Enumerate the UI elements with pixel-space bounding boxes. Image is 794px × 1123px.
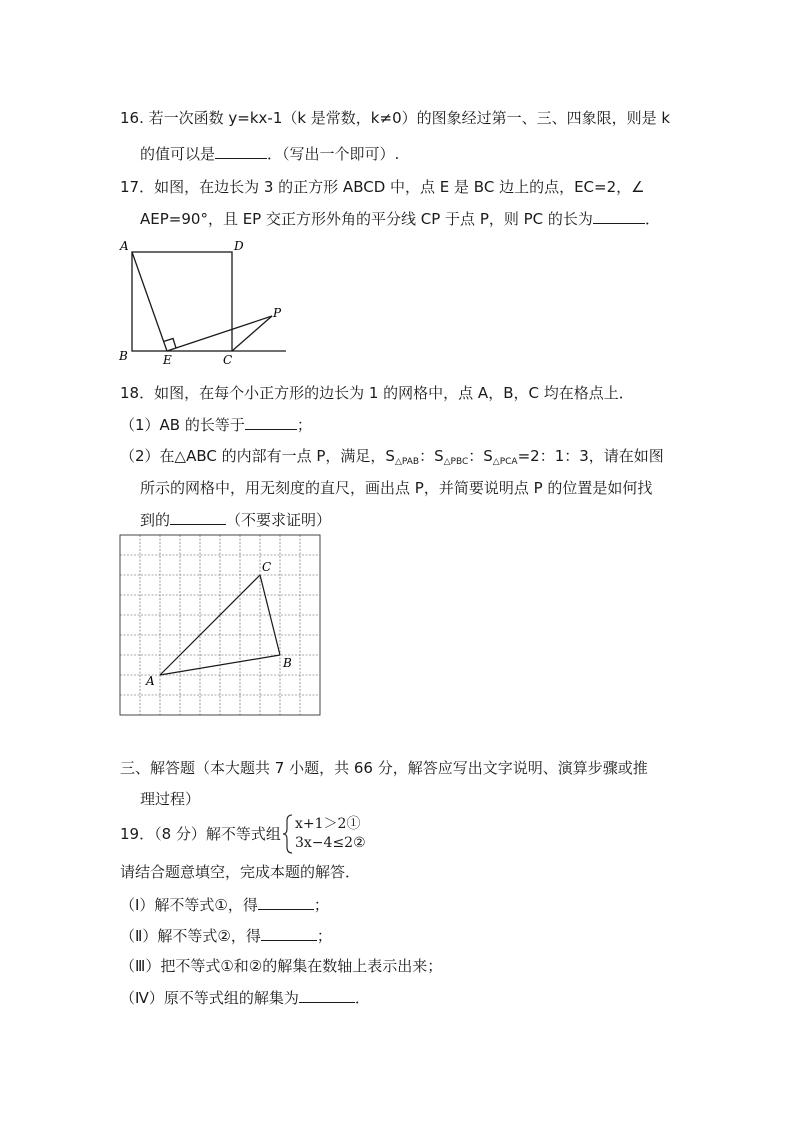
q19-step2-post: ； bbox=[316, 927, 332, 945]
grid-border bbox=[120, 535, 320, 715]
q19-step4-post: ． bbox=[354, 989, 370, 1007]
label-c: C bbox=[223, 353, 233, 367]
q17-answer-blank[interactable] bbox=[593, 208, 645, 224]
label-b: B bbox=[119, 349, 128, 363]
segment-ep bbox=[167, 316, 272, 351]
q16-line2 bbox=[140, 143, 399, 164]
q17-line1: 17．如图，在边长为 3 的正方形 ABCD 中，点 E 是 BC 边上的点，EC=2，∠ bbox=[120, 178, 645, 196]
colon-1: ：S bbox=[419, 447, 444, 465]
q18-ab-blank[interactable] bbox=[245, 414, 297, 430]
sub-pbc: △PBC bbox=[443, 457, 469, 467]
q19-step4 bbox=[120, 987, 370, 1008]
q18-part1-post: ； bbox=[296, 416, 312, 434]
section3-line1: 三、解答题（本大题共 7 小题，共 66 分，解答应写出文字说明、演算步骤或推 bbox=[120, 759, 648, 777]
q18-part2 bbox=[120, 446, 664, 472]
label-a: A bbox=[120, 239, 129, 253]
q18-grid-figure bbox=[119, 534, 323, 718]
square-abcd bbox=[132, 252, 232, 351]
q17-line2-pre: AEP=90°，且 EP 交正方形外角的平分线 CP 于点 P，则 PC 的长为 bbox=[140, 210, 593, 228]
inequality-1: x+1＞2① bbox=[295, 816, 361, 832]
label-p: P bbox=[273, 306, 282, 320]
q16-line2-post: ．（写出一个即可）. bbox=[267, 145, 400, 163]
q18-part1 bbox=[120, 414, 312, 435]
sub-pab: △PAB bbox=[394, 457, 420, 467]
grid-label-c: C bbox=[262, 560, 272, 574]
segment-ae bbox=[132, 252, 167, 351]
q18-line1: 18．如图，在每个小正方形的边长为 1 的网格中，点 A，B，C 均在格点上． bbox=[120, 384, 634, 402]
q19-step1-pre: （Ⅰ）解不等式①，得 bbox=[120, 896, 258, 914]
label-e: E bbox=[163, 353, 172, 367]
q18-part1-pre: （1）AB 的长等于 bbox=[120, 416, 245, 434]
grid-label-a: A bbox=[146, 674, 155, 688]
segment-ca bbox=[160, 575, 260, 675]
sub-pca: △PCA bbox=[492, 457, 518, 467]
q17-line2-post: ． bbox=[644, 210, 660, 228]
q17-line2 bbox=[140, 208, 660, 229]
grid-lines bbox=[120, 535, 320, 715]
q18-line3: 所示的网格中，用无刻度的直尺，画出点 P，并简要说明点 P 的位置是如何找 bbox=[140, 479, 653, 497]
system-brace bbox=[282, 813, 294, 855]
q19-step4-blank[interactable] bbox=[299, 987, 355, 1003]
inequality-2: 3x−4≤2② bbox=[295, 835, 366, 851]
q19-step3: （Ⅲ）把不等式①和②的解集在数轴上表示出来； bbox=[120, 957, 443, 975]
q18-part2-pre: （2）在△ABC 的内部有一点 P，满足，S bbox=[120, 447, 395, 465]
q16-answer-blank[interactable] bbox=[215, 143, 267, 159]
colon-2: ：S bbox=[468, 447, 493, 465]
q18-method-blank[interactable] bbox=[170, 509, 226, 525]
section3-line2: 理过程） bbox=[140, 790, 201, 808]
q19-step2-pre: （Ⅱ）解不等式②，得 bbox=[120, 927, 261, 945]
q18-line4-pre: 到的 bbox=[140, 511, 171, 529]
q19-step1-post: ； bbox=[313, 896, 329, 914]
segment-cp bbox=[232, 316, 272, 351]
q16-line2-pre: 的值可以是 bbox=[140, 145, 216, 163]
grid-label-b: B bbox=[283, 656, 292, 670]
q19-step2 bbox=[120, 925, 332, 946]
q18-line4-post: （不要求证明） bbox=[226, 511, 332, 529]
q19-step1 bbox=[120, 894, 329, 915]
q16-line1: 16. 若一次函数 y=kx-1（k 是常数，k≠0）的图象经过第一、三、四象限，则是 k bbox=[120, 109, 671, 127]
q18-line4 bbox=[140, 509, 331, 530]
q19-step2-blank[interactable] bbox=[261, 925, 317, 941]
q19-step4-pre: （Ⅳ）原不等式组的解集为 bbox=[120, 989, 299, 1007]
q19-intro: 请结合题意填空，完成本题的解答． bbox=[120, 863, 361, 881]
segment-bc bbox=[260, 575, 280, 655]
q19-head: 19．（8 分）解不等式组 bbox=[120, 825, 281, 843]
q17-square-figure bbox=[112, 236, 302, 368]
label-d: D bbox=[234, 239, 244, 253]
q18-part2-post: =2：1：3，请在如图 bbox=[517, 447, 664, 465]
q19-step1-blank[interactable] bbox=[258, 894, 314, 910]
